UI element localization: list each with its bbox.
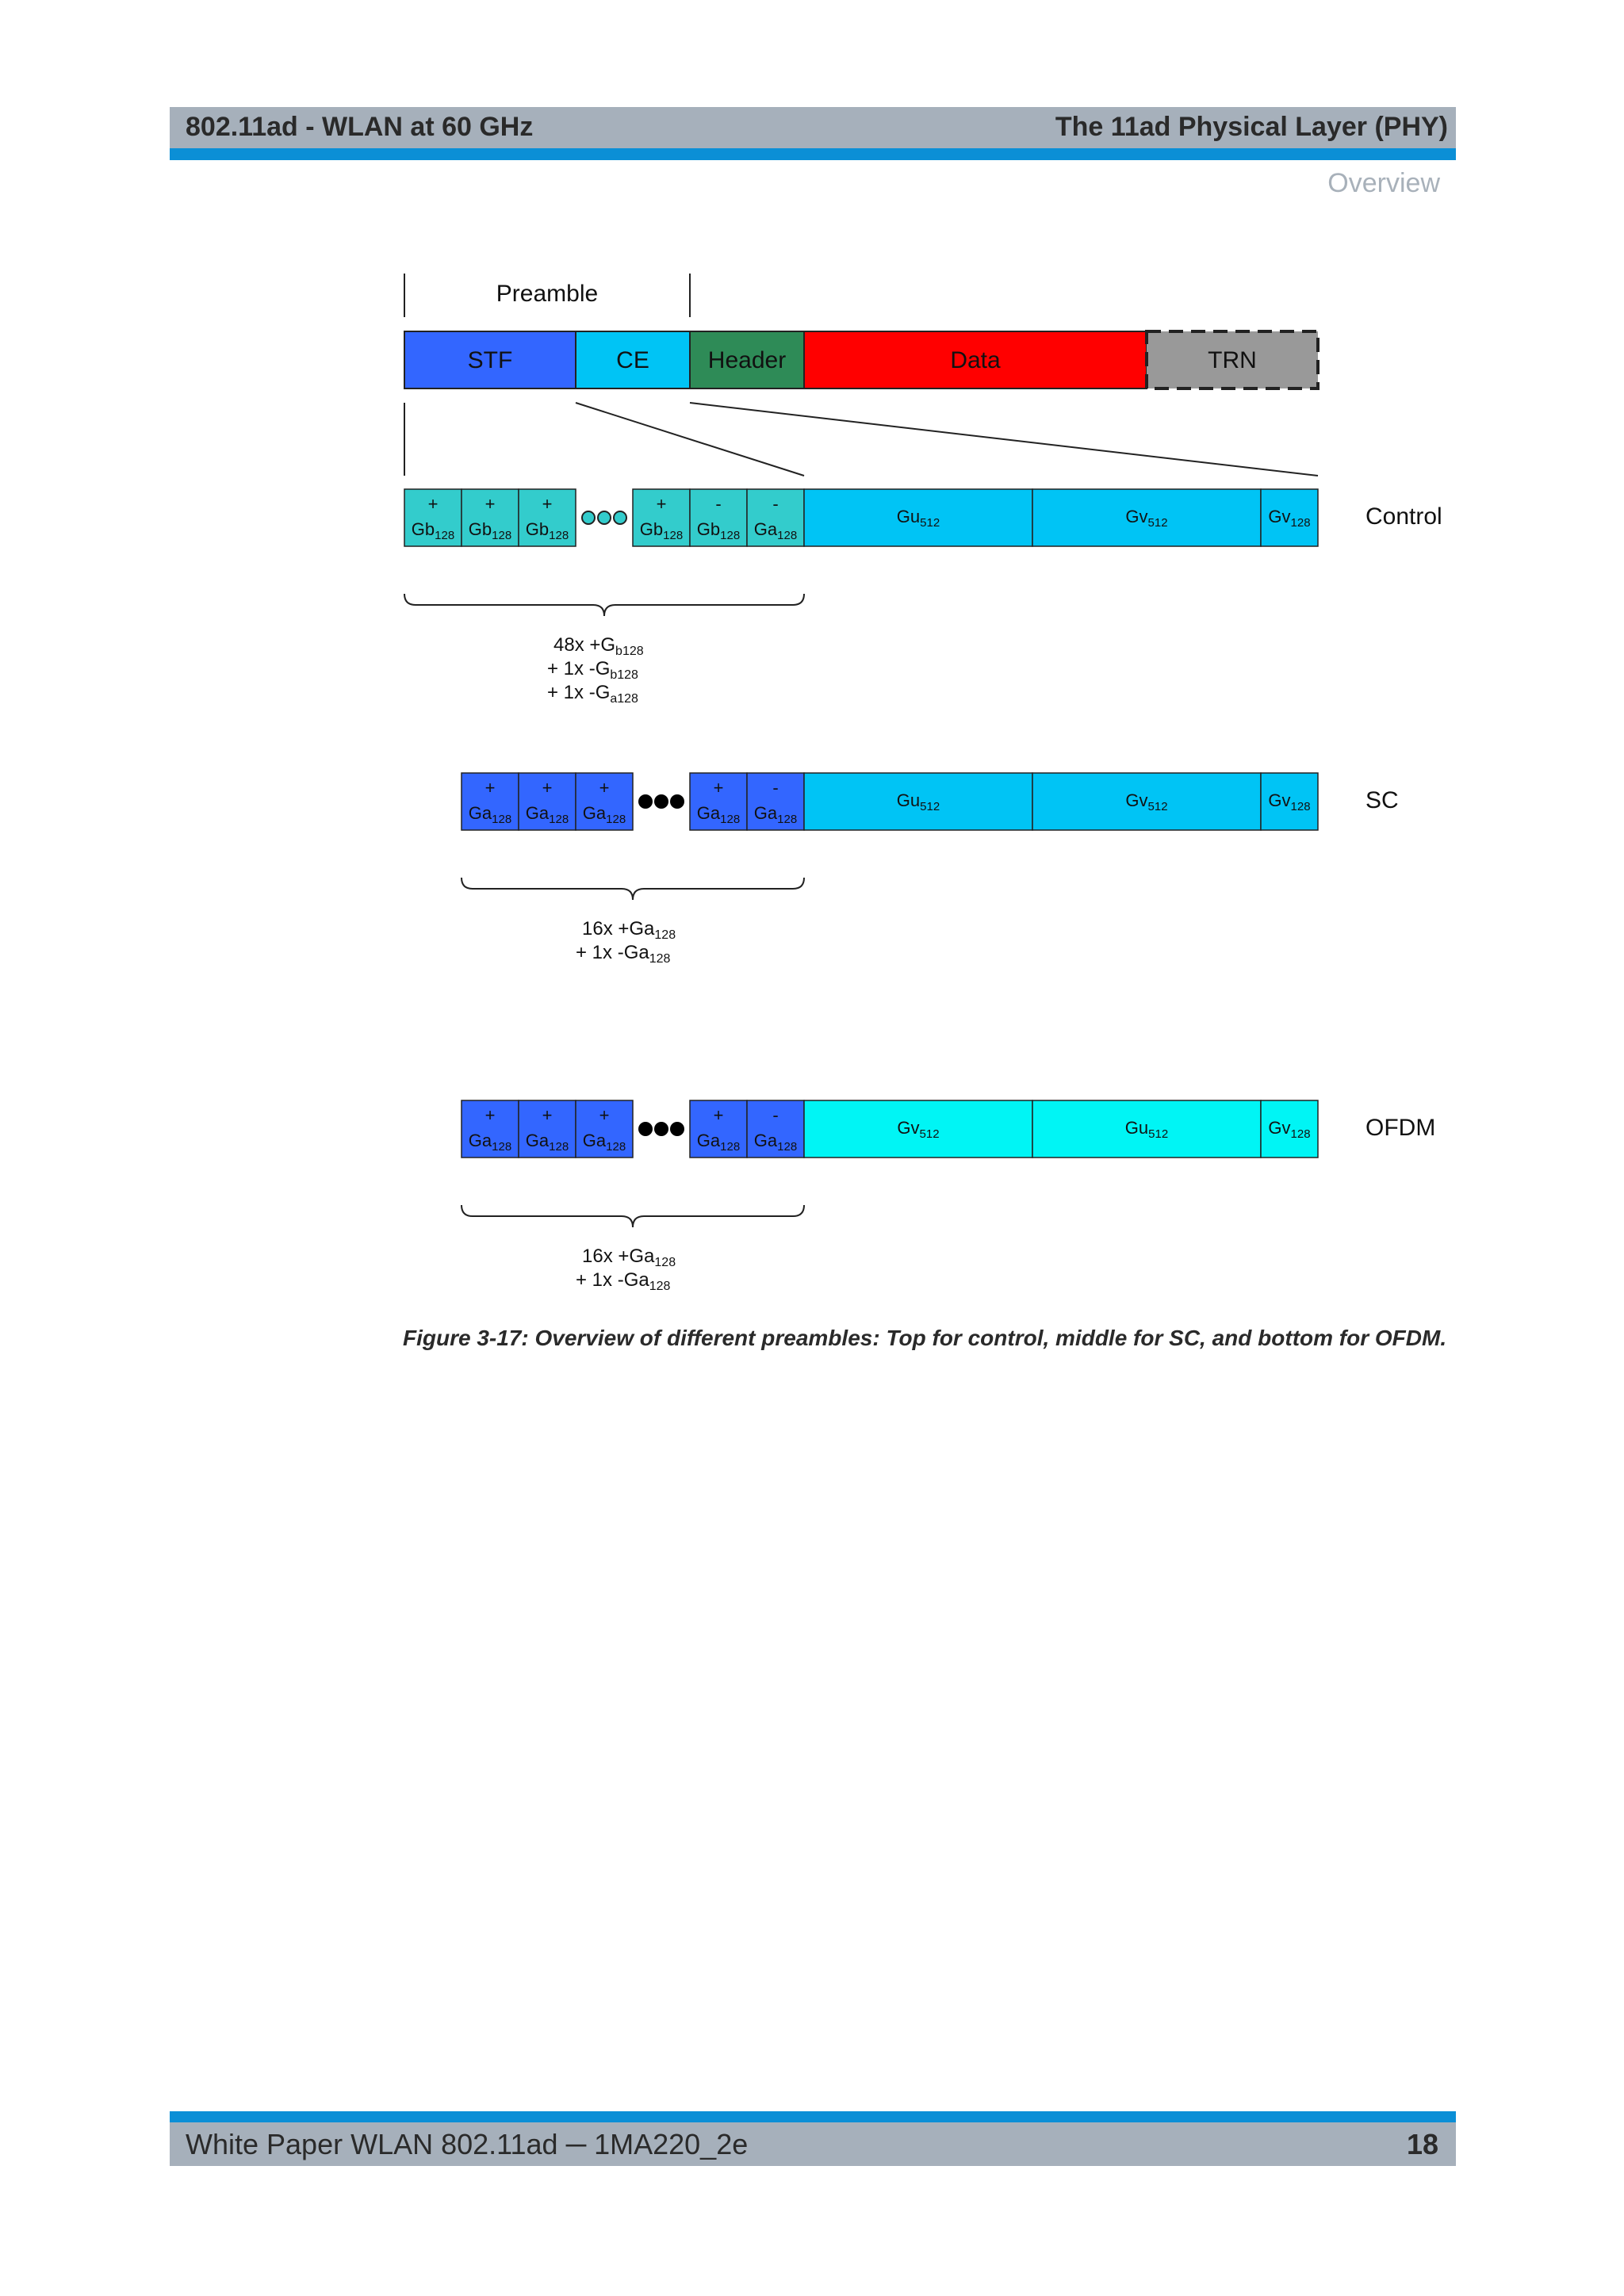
golay-block-sign: - (772, 494, 779, 514)
brace-text-line: + 1x $-Ga_{128}$ (576, 1269, 671, 1293)
golay-block-label: $Ga_{128}$ (582, 1131, 626, 1154)
frame-field-header (690, 331, 804, 388)
golay-block-label: $Ga_{128}$ (525, 803, 569, 826)
ellipsis-dot (638, 794, 653, 809)
ce-block (1032, 773, 1261, 830)
frame-field-label: STF (467, 347, 513, 373)
header-stripe (170, 148, 1456, 160)
golay-block (747, 1100, 804, 1158)
golay-block-label: $Ga_{128}$ (753, 1131, 798, 1154)
row-name: OFDM (1365, 1115, 1436, 1141)
golay-block-sign: + (427, 494, 439, 514)
golay-block (404, 489, 462, 546)
golay-block-label: $Ga_{128}$ (696, 1131, 741, 1154)
ce-block-label: $Gv_{512}$ (1125, 790, 1168, 813)
stf-brace (462, 878, 804, 900)
ellipsis-dots (582, 511, 626, 524)
golay-block-sign: - (772, 1105, 779, 1125)
preamble-diagram (396, 262, 1475, 1308)
stf-brace (404, 594, 804, 616)
golay-block (690, 1100, 747, 1158)
chapter-title: The 11ad Physical Layer (PHY) (1055, 112, 1448, 142)
golay-block-sign: - (715, 494, 722, 514)
ce-block (804, 1100, 1032, 1158)
ellipsis-dot (654, 1122, 668, 1136)
preamble-row-ofdm (462, 1100, 1435, 1293)
ellipsis-dot (638, 1122, 653, 1136)
ce-block-label: $Gu_{512}$ (896, 790, 940, 813)
brace-text-line: + 1x $-G_{a128}$ (547, 682, 638, 706)
ce-block-label: $Gv_{128}$ (1268, 507, 1311, 530)
frame-field-data (804, 331, 1147, 388)
golay-block-sign: + (656, 494, 667, 514)
golay-block (576, 773, 633, 830)
golay-block-sign: + (599, 778, 610, 798)
golay-block (519, 489, 576, 546)
frame-field-label: TRN (1208, 347, 1257, 373)
golay-block-sign: + (542, 778, 553, 798)
golay-block-label: $Ga_{128}$ (696, 803, 741, 826)
ce-block (1032, 489, 1261, 546)
ellipsis-dot (654, 794, 668, 809)
golay-block (462, 1100, 519, 1158)
golay-block (576, 1100, 633, 1158)
golay-block-label: $Ga_{128}$ (468, 803, 512, 826)
ellipsis-dot (582, 511, 595, 524)
golay-block (633, 489, 690, 546)
expansion-line-ce-start (576, 403, 804, 476)
ce-block-label: $Gu_{512}$ (896, 507, 940, 530)
golay-block-label: $Ga_{128}$ (582, 803, 626, 826)
page-number: 18 (1406, 2128, 1438, 2160)
brace-text-line: + 1x $-G_{b128}$ (547, 658, 638, 682)
ce-block (804, 773, 1032, 830)
stf-brace (462, 1205, 804, 1227)
ce-block (1032, 1100, 1261, 1158)
figure-caption: Figure 3-17: Overview of different preambles: Top for control, middle for SC, and bottom for OFDM. (403, 1326, 1447, 1350)
golay-block-sign: + (713, 1105, 724, 1125)
golay-block (747, 489, 804, 546)
golay-block-sign: + (485, 494, 496, 514)
ce-block-label: $Gv_{512}$ (1125, 507, 1168, 530)
golay-block-label: $Gb_{128}$ (468, 519, 512, 542)
golay-block-label: $Gb_{128}$ (696, 519, 741, 542)
golay-block-label: $Ga_{128}$ (525, 1131, 569, 1154)
preamble-row-control (404, 489, 1442, 706)
frame-field-label: Header (707, 347, 787, 373)
golay-block-sign: + (542, 494, 553, 514)
ce-block-label: $Gu_{512}$ (1124, 1118, 1169, 1141)
golay-block-sign: + (485, 778, 496, 798)
golay-block-label: $Gb_{128}$ (411, 519, 455, 542)
ellipsis-dots (638, 1122, 684, 1136)
golay-block-sign: + (599, 1105, 610, 1125)
frame-field-ce (576, 331, 690, 388)
ellipsis-dots (638, 794, 684, 809)
ellipsis-dot (614, 511, 626, 524)
footer-stripe (170, 2111, 1456, 2122)
ce-block (1261, 1100, 1318, 1158)
brace-text-line: $48x +G_{b128}$ (553, 634, 644, 658)
brace-text-line: $16x +Ga_{128}$ (582, 918, 676, 942)
golay-block (690, 489, 747, 546)
frame-field-stf (404, 331, 576, 388)
golay-block-label: $Ga_{128}$ (753, 519, 798, 542)
golay-block (690, 773, 747, 830)
ce-block-label: $Gv_{512}$ (897, 1118, 940, 1141)
golay-block-sign: + (542, 1105, 553, 1125)
golay-block (519, 773, 576, 830)
brace-text-line: + 1x $-Ga_{128}$ (576, 942, 671, 966)
golay-block-label: $Ga_{128}$ (468, 1131, 512, 1154)
golay-block-label: $Ga_{128}$ (753, 803, 798, 826)
golay-block-sign: - (772, 778, 779, 798)
frame-field-trn (1147, 331, 1318, 388)
ellipsis-dot (598, 511, 611, 524)
section-title: Overview (1327, 168, 1440, 198)
golay-block-label: $Gb_{128}$ (525, 519, 569, 542)
row-name: Control (1365, 503, 1442, 530)
ce-block (1261, 773, 1318, 830)
preamble-row-sc (462, 773, 1399, 966)
golay-block-label: $Gb_{128}$ (639, 519, 684, 542)
expansion-line-ce-end (690, 403, 1318, 476)
ce-block (1261, 489, 1318, 546)
row-name: SC (1365, 787, 1399, 813)
ce-block (804, 489, 1032, 546)
golay-block (462, 489, 519, 546)
preamble-label: Preamble (496, 281, 599, 307)
golay-block (747, 773, 804, 830)
ellipsis-dot (670, 794, 684, 809)
document-title: 802.11ad - WLAN at 60 GHz (186, 112, 534, 142)
frame-field-label: Data (950, 347, 1001, 373)
footer-document-id: White Paper WLAN 802.11ad ─ 1MA220_2e (186, 2128, 749, 2160)
golay-block-sign: + (713, 778, 724, 798)
golay-block (519, 1100, 576, 1158)
brace-text-line: $16x +Ga_{128}$ (582, 1246, 676, 1269)
ce-block-label: $Gv_{128}$ (1268, 790, 1311, 813)
ellipsis-dot (670, 1122, 684, 1136)
ce-block-label: $Gv_{128}$ (1268, 1118, 1311, 1141)
golay-block-sign: + (485, 1105, 496, 1125)
frame-field-label: CE (616, 347, 649, 373)
golay-block (462, 773, 519, 830)
